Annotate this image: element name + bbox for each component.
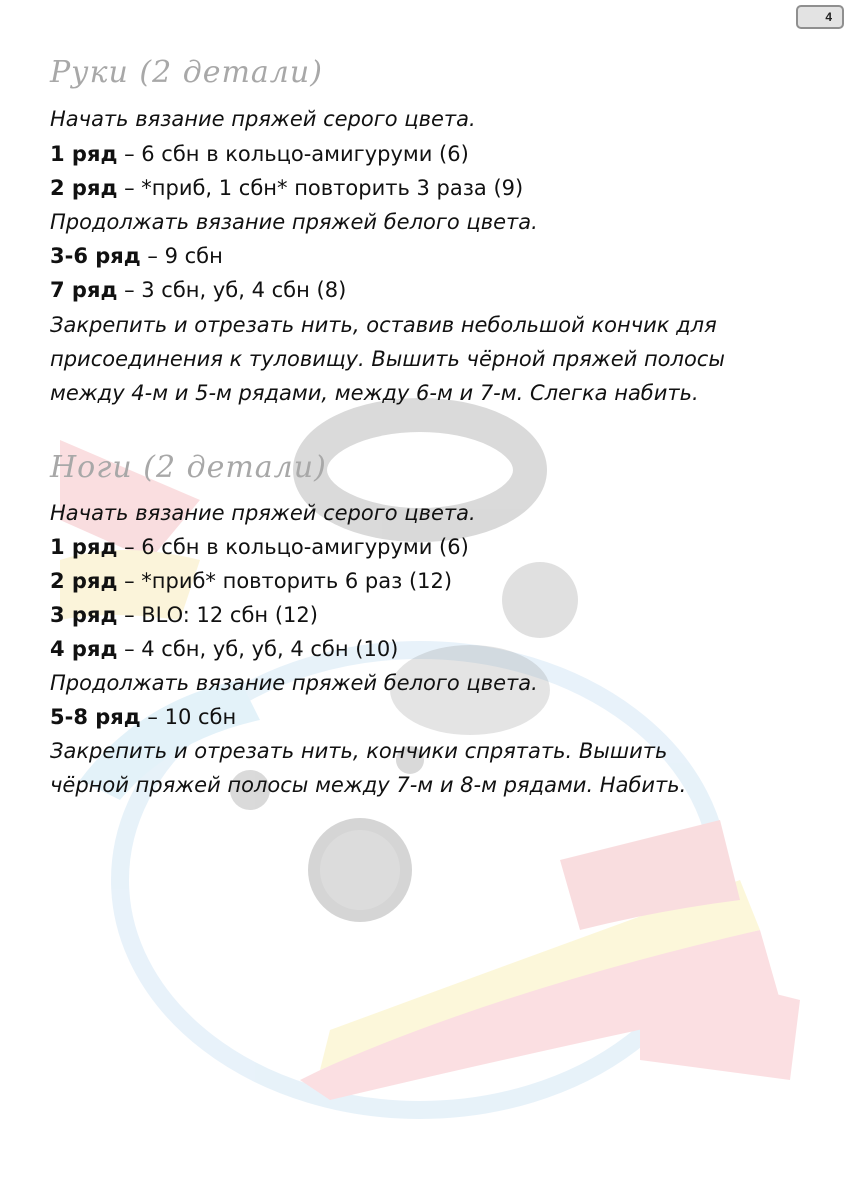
- arms-row-7: 7 ряд – 3 сбн, уб, 4 сбн (8): [50, 278, 347, 302]
- legs-line-9: чёрной пряжей полосы между 7-м и 8-м рядами. Набить.: [50, 773, 687, 797]
- row-label: 7 ряд: [50, 278, 118, 302]
- arms-line-9: между 4-м и 5-м рядами, между 6-м и 7-м. Слегка набить.: [50, 381, 699, 405]
- row-label: 2 ряд: [50, 176, 118, 200]
- page-number-badge: 4: [796, 5, 844, 29]
- section-title-arms: Руки (2 детали): [50, 55, 323, 90]
- row-label: 5-8 ряд: [50, 705, 141, 729]
- row-label: 3-6 ряд: [50, 244, 141, 268]
- legs-row-4: 4 ряд – 4 сбн, уб, уб, 4 сбн (10): [50, 637, 399, 661]
- arms-row-1: 1 ряд – 6 сбн в кольцо-амигуруми (6): [50, 142, 469, 166]
- row-label: 3 ряд: [50, 603, 118, 627]
- legs-line-6: Продолжать вязание пряжей белого цвета.: [50, 671, 538, 695]
- row-label: 1 ряд: [50, 142, 118, 166]
- section-title-legs: Ноги (2 детали): [50, 450, 327, 485]
- arms-line-1: Начать вязание пряжей серого цвета.: [50, 107, 476, 131]
- arms-row-3-6: 3-6 ряд – 9 сбн: [50, 244, 223, 268]
- arms-line-7: Закрепить и отрезать нить, оставив небольшой кончик для: [50, 313, 717, 337]
- arms-line-4: Продолжать вязание пряжей белого цвета.: [50, 210, 538, 234]
- legs-row-2: 2 ряд – *приб* повторить 6 раз (12): [50, 569, 453, 593]
- row-label: 4 ряд: [50, 637, 118, 661]
- row-label: 1 ряд: [50, 535, 118, 559]
- legs-line-8: Закрепить и отрезать нить, кончики спрятать. Вышить: [50, 739, 668, 763]
- legs-row-5-8: 5-8 ряд – 10 сбн: [50, 705, 237, 729]
- arms-line-8: присоединения к туловищу. Вышить чёрной пряжей полосы: [50, 347, 725, 371]
- legs-line-1: Начать вязание пряжей серого цвета.: [50, 501, 476, 525]
- row-label: 2 ряд: [50, 569, 118, 593]
- arms-row-2: 2 ряд – *приб, 1 сбн* повторить 3 раза (9): [50, 176, 524, 200]
- legs-row-3: 3 ряд – BLO: 12 сбн (12): [50, 603, 318, 627]
- legs-row-1: 1 ряд – 6 сбн в кольцо-амигуруми (6): [50, 535, 469, 559]
